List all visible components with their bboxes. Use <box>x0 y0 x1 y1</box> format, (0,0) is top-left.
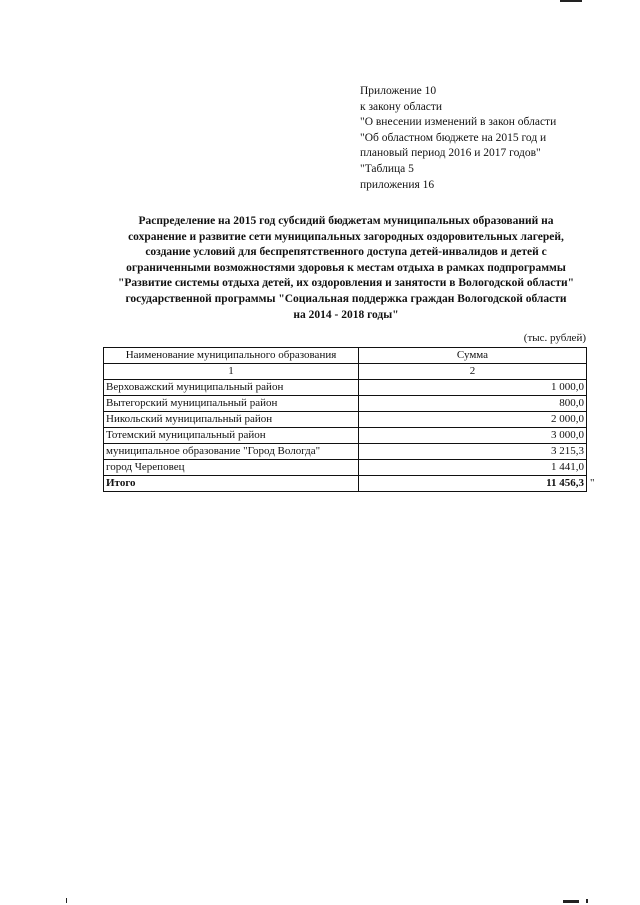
index-cell: 2 <box>359 364 587 380</box>
row-sum: 3 215,3 <box>359 444 587 460</box>
total-sum: 11 456,3 <box>359 476 587 492</box>
row-name: Тотемский муниципальный район <box>104 428 359 444</box>
row-name: Никольский муниципальный район <box>104 412 359 428</box>
table-row <box>104 428 587 444</box>
appendix-line: Приложение 10 <box>360 85 437 97</box>
row-name: муниципальное образование "Город Вологда" <box>104 444 359 460</box>
subsidy-table <box>103 347 587 492</box>
header-name: Наименование муниципального образования <box>104 348 359 364</box>
index-cell: 1 <box>104 364 359 380</box>
table-row <box>104 412 587 428</box>
appendix-line: "О внесении изменений в закон области <box>360 116 557 129</box>
row-name: Верховажский муниципальный район <box>104 380 359 396</box>
appendix-line: "Об областном бюджете на 2015 год и <box>360 131 547 144</box>
title-line: государственной программы "Социальная поддержка граждан Вологодской области <box>125 292 567 305</box>
appendix-line: приложения 16 <box>360 178 435 191</box>
row-sum: 2 000,0 <box>359 412 587 428</box>
units-label: (тыс. рублей) <box>523 332 586 344</box>
table-header-row <box>104 348 587 364</box>
row-sum: 1 000,0 <box>359 380 587 396</box>
document-title <box>86 214 606 323</box>
appendix-line: к закону области <box>360 100 443 113</box>
table-index-row <box>104 364 587 380</box>
scan-mark-bottom-small <box>586 899 588 903</box>
appendix-note <box>360 84 620 193</box>
title-line: создание условий для беспрепятственного доступа детей-инвалидов и детей с <box>145 246 547 259</box>
closing-quote: " <box>590 477 595 489</box>
table-row <box>104 396 587 412</box>
row-sum: 3 000,0 <box>359 428 587 444</box>
header-sum: Сумма <box>359 348 587 364</box>
scan-mark-left <box>66 898 67 903</box>
appendix-line: "Таблица 5 <box>360 162 414 175</box>
total-label: Итого <box>104 476 359 492</box>
appendix-line: плановый период 2016 и 2017 годов" <box>360 147 541 160</box>
row-sum: 800,0 <box>359 396 587 412</box>
table-row <box>104 444 587 460</box>
scan-mark-bottom <box>563 900 579 903</box>
scan-mark-top <box>560 0 582 2</box>
title-line: на 2014 - 2018 годы" <box>293 308 399 321</box>
row-sum: 1 441,0 <box>359 460 587 476</box>
title-line: "Развитие системы отдыха детей, их оздоровления и занятости в Вологодской области" <box>117 277 575 290</box>
table-row <box>104 460 587 476</box>
row-name: Вытегорский муниципальный район <box>104 396 359 412</box>
table-total-row <box>104 476 587 492</box>
table-row <box>104 380 587 396</box>
title-line: ограниченными возможностями здоровья к местам отдыха в рамках подпрограммы <box>126 261 566 274</box>
row-name: город Череповец <box>104 460 359 476</box>
title-line: сохранение и развитие сети муниципальных загородных оздоровительных лагерей, <box>128 230 564 243</box>
title-line: Распределение на 2015 год субсидий бюджетам муниципальных образований на <box>138 215 554 227</box>
